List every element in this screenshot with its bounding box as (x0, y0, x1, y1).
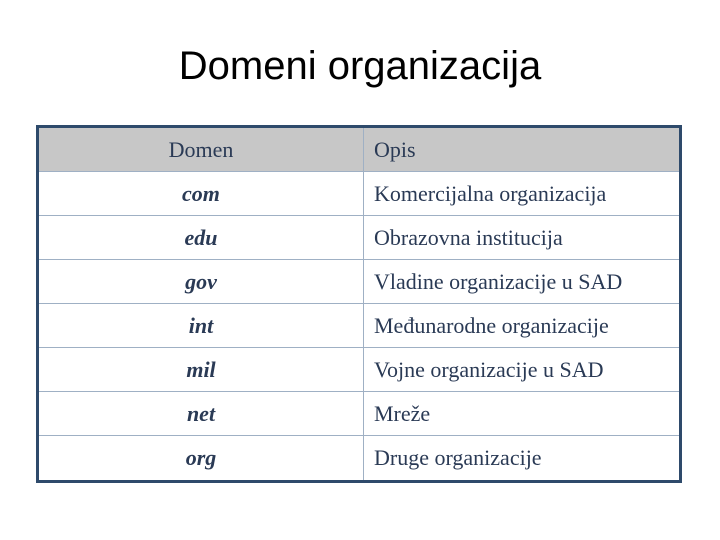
description-cell: Mreže (364, 392, 679, 436)
domain-cell: net (39, 392, 364, 436)
description-cell: Obrazovna institucija (364, 216, 679, 260)
description-cell: Međunarodne organizacije (364, 304, 679, 348)
domain-table (36, 125, 682, 483)
slide-title: Domeni organizacija (178, 44, 542, 88)
header-opis: Opis (364, 128, 679, 172)
domain-cell: org (39, 436, 364, 480)
description-cell: Vladine organizacije u SAD (364, 260, 679, 304)
header-domen: Domen (39, 128, 364, 172)
description-cell: Vojne organizacije u SAD (364, 348, 679, 392)
domain-table-grid (39, 128, 679, 480)
domain-cell: int (39, 304, 364, 348)
domain-cell: gov (39, 260, 364, 304)
domain-cell: com (39, 172, 364, 216)
description-cell: Druge organizacije (374, 445, 542, 470)
description-cell: Komercijalna organizacija (364, 172, 679, 216)
domain-cell: mil (39, 348, 364, 392)
domain-cell: edu (39, 216, 364, 260)
